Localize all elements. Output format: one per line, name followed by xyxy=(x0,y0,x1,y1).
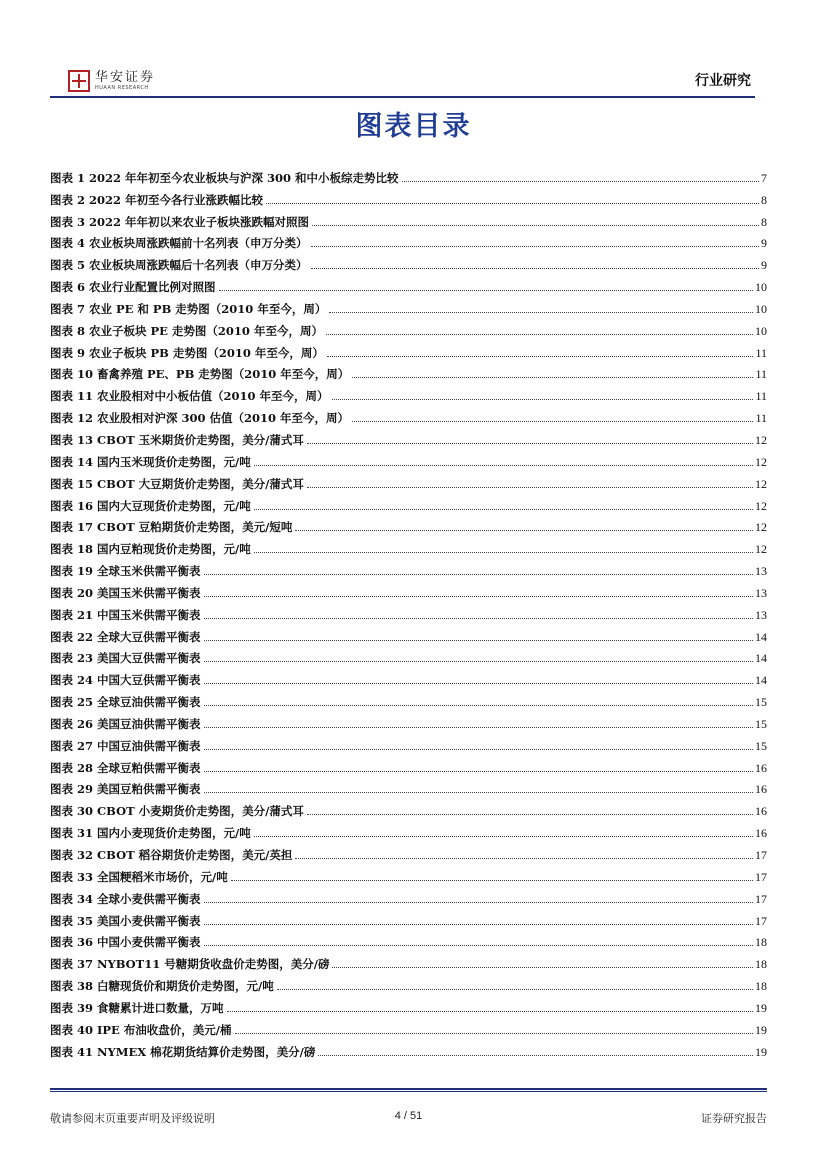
toc-entry-label: 图表 11 农业股相对中小板估值（2010 年至今，周） xyxy=(50,389,329,404)
toc-leader-dots xyxy=(204,792,753,793)
toc-leader-dots xyxy=(277,989,753,990)
toc-entry-label: 图表 17 CBOT 豆粕期货价走势图，美元/短吨 xyxy=(50,520,293,535)
toc-leader-dots xyxy=(204,596,753,597)
toc-entry-page: 11 xyxy=(755,411,767,426)
toc-leader-dots xyxy=(204,640,753,641)
toc-leader-dots xyxy=(204,683,753,684)
toc-entry-label: 图表 35 美国小麦供需平衡表 xyxy=(50,913,201,928)
toc-leader-dots xyxy=(307,443,753,444)
toc-entry-page: 12 xyxy=(755,498,767,513)
toc-leader-dots xyxy=(204,574,753,575)
toc-entry-page: 17 xyxy=(755,848,767,862)
toc-entry-label: 图表 31 国内小麦现货价走势图，元/吨 xyxy=(50,826,251,841)
toc-entry-page: 14 xyxy=(755,629,767,644)
toc-entry[interactable] xyxy=(50,843,767,865)
toc-leader-dots xyxy=(204,771,753,772)
toc-leader-dots xyxy=(332,399,754,400)
toc-entry[interactable] xyxy=(50,319,767,341)
toc-leader-dots xyxy=(266,203,759,204)
section-label: 行业研究 xyxy=(695,73,751,89)
toc-entry-page: 8 xyxy=(761,214,767,229)
toc-entry-label: 图表 39 食糖累计进口数量，万吨 xyxy=(50,1000,224,1015)
toc-entry-page: 14 xyxy=(755,651,767,666)
toc-entry-page: 12 xyxy=(755,432,767,447)
toc-entry-page: 15 xyxy=(755,738,767,753)
toc-entry-page: 11 xyxy=(755,367,767,382)
toc-entry[interactable] xyxy=(50,756,767,778)
toc-entry-page: 13 xyxy=(755,607,767,622)
toc-entry[interactable] xyxy=(50,210,767,232)
toc-entry-page: 17 xyxy=(755,891,767,906)
footer-divider xyxy=(50,1088,767,1090)
toc-leader-dots xyxy=(402,181,759,182)
toc-entry-label: 图表 9 农业子板块 PB 走势图（2010 年至今，周） xyxy=(50,345,324,360)
toc-entry-page: 12 xyxy=(755,454,767,469)
toc-entry-page: 18 xyxy=(755,957,767,972)
toc-leader-dots xyxy=(204,661,753,662)
logo-text xyxy=(95,71,155,91)
toc-leader-dots xyxy=(204,902,753,903)
toc-entry-label: 图表 13 CBOT 玉米期货价走势图，美分/蒲式耳 xyxy=(50,432,304,447)
toc-entry[interactable] xyxy=(50,647,767,669)
toc-leader-dots xyxy=(204,727,753,728)
toc-entry[interactable] xyxy=(50,974,767,996)
toc-entry-label: 图表 33 全国粳稻米市场价，元/吨 xyxy=(50,869,228,884)
toc-entry-label: 图表 6 农业行业配置比例对照图 xyxy=(50,280,216,295)
toc-entry-page: 19 xyxy=(755,1022,767,1037)
logo-english-name: HUAAN RESEARCH xyxy=(95,85,149,91)
toc-entry[interactable] xyxy=(50,668,767,690)
toc-entry-label: 图表 7 农业 PE 和 PB 走势图（2010 年至今，周） xyxy=(50,301,327,316)
toc-entry-page: 13 xyxy=(755,585,767,600)
toc-leader-dots xyxy=(311,246,759,247)
toc-entry[interactable] xyxy=(50,778,767,800)
toc-entry[interactable] xyxy=(50,996,767,1018)
toc-entry[interactable] xyxy=(50,625,767,647)
toc-entry[interactable] xyxy=(50,188,767,210)
toc-entry-label: 图表 22 全球大豆供需平衡表 xyxy=(50,629,201,644)
toc-leader-dots xyxy=(204,749,753,750)
toc-entry-label: 图表 1 2022 年年初至今农业板块与沪深 300 和中小板综走势比较 xyxy=(50,170,399,185)
logo-chinese-name: 华安证券 xyxy=(95,70,156,85)
toc-entry-label: 图表 25 全球豆油供需平衡表 xyxy=(50,695,201,710)
toc-entry[interactable] xyxy=(50,1018,767,1040)
toc-entry-label: 图表 23 美国大豆供需平衡表 xyxy=(50,651,201,666)
toc-entry[interactable] xyxy=(50,428,767,450)
toc-entry[interactable] xyxy=(50,275,767,297)
toc-entry-label: 图表 8 农业子板块 PE 走势图（2010 年至今，周） xyxy=(50,323,323,338)
toc-entry-page: 10 xyxy=(755,280,767,295)
toc-entry[interactable] xyxy=(50,865,767,887)
toc-leader-dots xyxy=(311,268,759,269)
toc-entry-label: 图表 5 农业板块周涨跌幅后十名列表（申万分类） xyxy=(50,258,308,273)
toc-leader-dots xyxy=(235,1033,753,1034)
toc-leader-dots xyxy=(254,465,753,466)
toc-entry-label: 图表 12 农业股相对沪深 300 估值（2010 年至今，周） xyxy=(50,411,350,426)
toc-entry-label: 图表 16 国内大豆现货价走势图，元/吨 xyxy=(50,498,251,513)
toc-entry-page: 15 xyxy=(755,695,767,710)
toc-leader-dots xyxy=(312,225,759,226)
toc-entry-page: 15 xyxy=(755,716,767,731)
toc-entry-page: 16 xyxy=(755,826,767,841)
toc-entry-label: 图表 36 中国小麦供需平衡表 xyxy=(50,935,201,950)
toc-entry-label: 图表 14 国内玉米现货价走势图，元/吨 xyxy=(50,454,251,469)
toc-entry[interactable] xyxy=(50,297,767,319)
toc-entry-page: 12 xyxy=(755,476,767,491)
toc-entry-page: 14 xyxy=(755,673,767,688)
toc-entry-label: 图表 27 中国豆油供需平衡表 xyxy=(50,738,201,753)
toc-entry-page: 9 xyxy=(761,236,767,251)
toc-entry[interactable] xyxy=(50,559,767,581)
toc-leader-dots xyxy=(352,377,753,378)
toc-entry-label: 图表 29 美国豆粕供需平衡表 xyxy=(50,782,201,797)
toc-leader-dots xyxy=(307,487,753,488)
toc-entry-page: 8 xyxy=(761,192,767,207)
toc-entry[interactable] xyxy=(50,253,767,275)
footer-divider-thin xyxy=(50,1091,767,1092)
toc-entry-page: 11 xyxy=(755,389,767,404)
toc-entry-page: 17 xyxy=(755,869,767,884)
logo-seal-icon xyxy=(68,70,90,92)
toc-entry[interactable] xyxy=(50,603,767,625)
toc-entry[interactable] xyxy=(50,494,767,516)
toc-entry-label: 图表 24 中国大豆供需平衡表 xyxy=(50,673,201,688)
toc-entry-label: 图表 37 NYBOT11 号糖期货收盘价走势图，美分/磅 xyxy=(50,957,330,972)
toc-entry[interactable] xyxy=(50,931,767,953)
toc-entry-page: 9 xyxy=(761,258,767,273)
toc-entry-page: 17 xyxy=(755,913,767,928)
toc-entry-label: 图表 32 CBOT 稻谷期货价走势图，美元/英担 xyxy=(50,848,293,862)
toc-leader-dots xyxy=(204,618,753,619)
toc-entry-label: 图表 21 中国玉米供需平衡表 xyxy=(50,607,201,622)
toc-entry-label: 图表 2 2022 年初至今各行业涨跌幅比较 xyxy=(50,192,264,207)
toc-entry-page: 7 xyxy=(761,170,767,185)
toc-entry-page: 16 xyxy=(755,804,767,819)
toc-entry[interactable] xyxy=(50,384,767,406)
toc-entry[interactable] xyxy=(50,166,767,188)
toc-entry-label: 图表 19 全球玉米供需平衡表 xyxy=(50,564,201,579)
toc-leader-dots xyxy=(219,290,753,291)
toc-entry[interactable] xyxy=(50,909,767,931)
toc-leader-dots xyxy=(295,858,753,859)
toc-entry-label: 图表 38 白糖现货价和期货价走势图，元/吨 xyxy=(50,979,274,994)
toc-leader-dots xyxy=(204,705,753,706)
toc-leader-dots xyxy=(254,509,753,510)
page-number: 4 / 51 xyxy=(394,1110,423,1122)
toc-entry-label: 图表 18 国内豆粕现货价走势图，元/吨 xyxy=(50,542,251,557)
page-header xyxy=(50,70,755,100)
toc-entry-label: 图表 41 NYMEX 棉花期货结算价走势图，美分/磅 xyxy=(50,1044,316,1059)
toc-entry-page: 10 xyxy=(755,301,767,316)
toc-entry-label: 图表 20 美国玉米供需平衡表 xyxy=(50,585,201,600)
footer-disclaimer: 敬请参阅末页重要声明及评级说明 xyxy=(50,1112,215,1125)
toc-entry-page: 16 xyxy=(755,782,767,797)
report-type: 证券研究报告 xyxy=(701,1112,767,1125)
toc-entry[interactable] xyxy=(50,450,767,472)
toc-entry[interactable] xyxy=(50,472,767,494)
toc-leader-dots xyxy=(254,552,753,553)
toc-leader-dots xyxy=(318,1055,753,1056)
toc-entry[interactable] xyxy=(50,1040,767,1062)
toc-leader-dots xyxy=(332,967,753,968)
toc-entry[interactable] xyxy=(50,712,767,734)
toc-entry[interactable] xyxy=(50,690,767,712)
page-title: 图表目录 xyxy=(355,111,472,142)
toc-entry[interactable] xyxy=(50,516,767,538)
toc-leader-dots xyxy=(204,945,753,946)
toc-leader-dots xyxy=(231,880,753,881)
toc-entry-label: 图表 30 CBOT 小麦期货价走势图，美分/蒲式耳 xyxy=(50,804,304,819)
toc-entry[interactable] xyxy=(50,406,767,428)
toc-leader-dots xyxy=(329,312,753,313)
toc-entry[interactable] xyxy=(50,821,767,843)
toc-entry[interactable] xyxy=(50,363,767,385)
toc-entry-label: 图表 28 全球豆粕供需平衡表 xyxy=(50,760,201,775)
toc-entry-label: 图表 40 IPE 布油收盘价，美元/桶 xyxy=(50,1022,232,1037)
toc-entry-page: 18 xyxy=(755,935,767,950)
toc-entry[interactable] xyxy=(50,887,767,909)
toc-entry-label: 图表 15 CBOT 大豆期货价走势图，美分/蒲式耳 xyxy=(50,476,304,491)
toc-entry-page: 16 xyxy=(755,760,767,775)
toc-entry[interactable] xyxy=(50,799,767,821)
toc-entry[interactable] xyxy=(50,581,767,603)
header-divider xyxy=(50,96,755,98)
toc-entry-label: 图表 4 农业板块周涨跌幅前十名列表（申万分类） xyxy=(50,236,308,251)
toc-leader-dots xyxy=(352,421,753,422)
toc-entry-page: 19 xyxy=(755,1000,767,1015)
toc-leader-dots xyxy=(327,356,754,357)
table-of-figures xyxy=(50,166,767,1062)
toc-entry-page: 12 xyxy=(755,520,767,535)
toc-entry-page: 10 xyxy=(755,323,767,338)
toc-entry[interactable] xyxy=(50,537,767,559)
toc-entry-page: 11 xyxy=(755,345,767,360)
toc-entry-page: 13 xyxy=(755,564,767,579)
toc-entry[interactable] xyxy=(50,341,767,363)
toc-entry[interactable] xyxy=(50,734,767,756)
toc-entry-label: 图表 3 2022 年年初以来农业子板块涨跌幅对照图 xyxy=(50,214,310,229)
toc-leader-dots xyxy=(326,334,753,335)
toc-entry[interactable] xyxy=(50,952,767,974)
toc-leader-dots xyxy=(307,814,753,815)
toc-entry[interactable] xyxy=(50,232,767,254)
toc-entry-label: 图表 34 全球小麦供需平衡表 xyxy=(50,891,201,906)
toc-entry-label: 图表 26 美国豆油供需平衡表 xyxy=(50,716,201,731)
toc-entry-page: 12 xyxy=(755,542,767,557)
toc-leader-dots xyxy=(227,1011,753,1012)
toc-entry-label: 图表 10 畜禽养殖 PE、PB 走势图（2010 年至今，周） xyxy=(50,367,350,382)
toc-leader-dots xyxy=(204,924,753,925)
toc-leader-dots xyxy=(254,836,753,837)
toc-leader-dots xyxy=(295,530,753,531)
toc-entry-page: 18 xyxy=(755,979,767,994)
company-logo xyxy=(68,70,155,92)
toc-entry-page: 19 xyxy=(755,1044,767,1059)
